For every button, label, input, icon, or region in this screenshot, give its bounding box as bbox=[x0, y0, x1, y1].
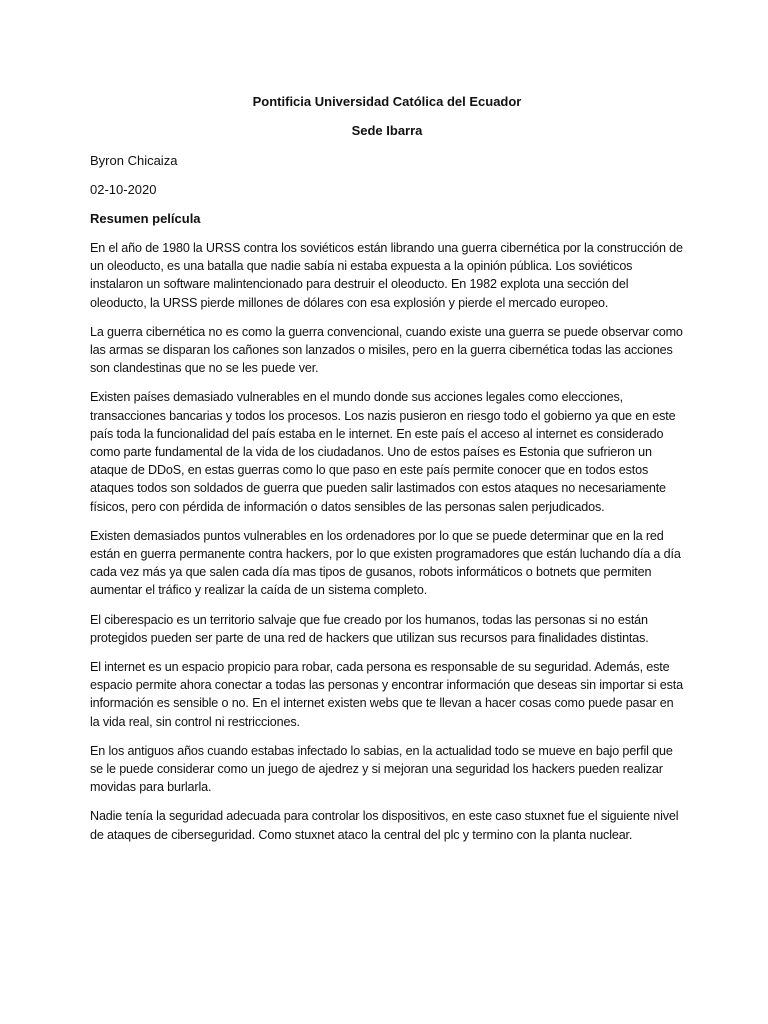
paragraph-8: Nadie tenía la seguridad adecuada para controlar los dispositivos, en este caso stuxnet fue el siguiente nivel de ataques de ciberseguridad. Como stuxnet ataco la central del plc y termino con la planta nuclear. bbox=[90, 809, 679, 842]
campus-title: Sede Ibarra bbox=[351, 123, 423, 138]
author-name: Byron Chicaiza bbox=[90, 153, 178, 168]
paragraph-2: La guerra cibernética no es como la guerra convencional, cuando existe una guerra se puede observar como las armas se disparan los cañones son lanzados o misiles, pero en la guerra cibernética todas las acciones son clandestinas que no se les puede ver. bbox=[90, 324, 683, 376]
paragraph-4: Existen demasiados puntos vulnerables en los ordenadores por lo que se puede determinar que en la red están en guerra permanente contra hackers, por lo que existen programadores que están luchando día a día cada vez más ya que salen cada día mas tipos de gusanos, robots informáticos o botnets que permiten aumentar el tráfico y realizar la caída de un sistema completo. bbox=[90, 528, 681, 598]
document-body bbox=[90, 93, 684, 855]
paragraph-1: En el año de 1980 la URSS contra los soviéticos están librando una guerra cibernética por la construcción de un oleoducto, es una batalla que nadie sabía ni estaba expuesta a la opinión pública. Los soviéticos instalaron un software malintencionado para destruir el oleoducto. En 1982 explota una sección del oleoducto, la URSS pierde millones de dólares con esa explosión y pierde el mercado europeo. bbox=[90, 241, 683, 310]
paragraph-7: En los antiguos años cuando estabas infectado lo sabias, en la actualidad todo se mueve en bajo perfil que se le puede considerar como un juego de ajedrez y si mejoran una seguridad los hackers pueden realizar movidas para burlarla. bbox=[90, 743, 673, 795]
university-title: Pontificia Universidad Católica del Ecuador bbox=[252, 94, 522, 109]
paragraph-6: El internet es un espacio propicio para robar, cada persona es responsable de su seguridad. Además, este espacio permite ahora conectar a todas las personas y encontrar información que deseas sin importar si esta información es sensible o no. En el internet existen webs que te llevan a hacer cosas como puede pasar en la vida real, sin control ni restricciones. bbox=[90, 660, 683, 729]
paragraph-3: Existen países demasiado vulnerables en el mundo donde sus acciones legales como elecciones, transacciones bancarias y todos los procesos. Los nazis pusieron en riesgo todo el gobierno ya que en este país toda la funcionalidad del país estaba en le internet. En este país el acceso al internet es considerado como parte fundamental de la vida de los ciudadanos. Uno de estos países es Estonia que sufrieron un ataque de DDoS, en estas guerras como lo que paso en este país permite conocer que en todos estos ataques todos son soldados de guerra que pueden salir lastimados con estos ataques no necesariamente físicos, pero con pérdida de información o datos sensibles de las personas salen perjudicados. bbox=[90, 390, 676, 514]
document-date: 02-10-2020 bbox=[90, 182, 157, 197]
paragraph-5: El ciberespacio es un territorio salvaje que fue creado por los humanos, todas las personas si no están protegidos pueden ser parte de una red de hackers que utilizan sus recursos para finalidades distintas. bbox=[90, 612, 649, 645]
section-heading: Resumen película bbox=[90, 211, 201, 226]
